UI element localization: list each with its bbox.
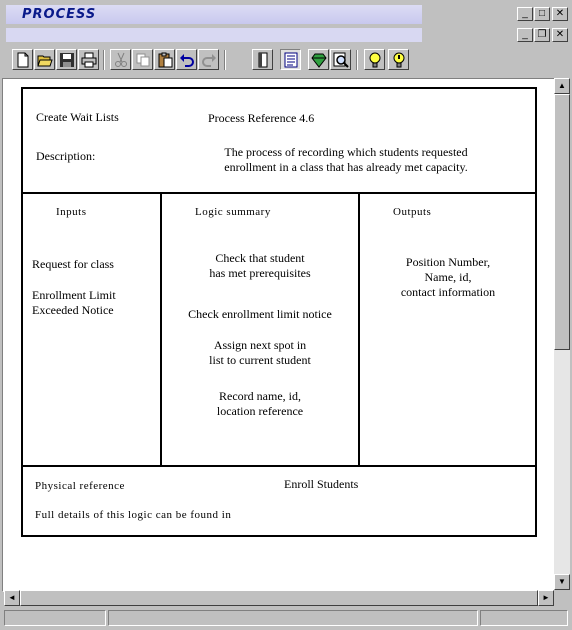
undo-arrow-icon — [179, 52, 195, 68]
open-folder-button[interactable] — [34, 49, 55, 70]
menu-row — [2, 26, 570, 44]
minimize-button[interactable]: _ — [517, 7, 533, 21]
new-page-icon — [15, 52, 31, 68]
title-bar[interactable] — [2, 2, 570, 26]
status-pane — [480, 610, 568, 626]
redo-button[interactable] — [198, 49, 219, 70]
logic-step: location reference — [216, 404, 304, 418]
process-name: Create Wait Lists — [36, 110, 119, 124]
toolbar-separator — [103, 50, 105, 70]
window-title: PROCESS — [22, 7, 97, 22]
page-view-button[interactable] — [280, 49, 301, 70]
floppy-disk-icon — [59, 52, 75, 68]
outputs-heading: Outputs — [393, 206, 432, 218]
logic-step: list to current student — [209, 353, 311, 367]
title-caption[interactable] — [6, 5, 422, 24]
tip-button[interactable] — [364, 49, 385, 70]
physical-reference-value: Enroll Students — [284, 477, 359, 491]
close-button[interactable]: ✕ — [552, 7, 568, 21]
scroll-down-button[interactable]: ▼ — [554, 574, 570, 590]
output-item: contact information — [400, 285, 496, 299]
child-restore-button[interactable]: ❐ — [534, 28, 550, 42]
cut-button[interactable] — [110, 49, 131, 70]
redo-arrow-icon — [201, 52, 217, 68]
printer-icon — [81, 52, 97, 68]
child-caption — [6, 28, 422, 42]
maximize-button[interactable]: □ — [534, 7, 550, 21]
clipboard-icon — [157, 52, 173, 68]
gem-icon — [311, 52, 327, 68]
description-label: Description: — [36, 149, 96, 163]
status-pane — [4, 610, 106, 626]
paste-button[interactable] — [154, 49, 175, 70]
divider — [23, 192, 535, 194]
copy-icon — [135, 52, 151, 68]
horizontal-scroll-thumb[interactable] — [20, 590, 538, 606]
status-bar — [2, 608, 570, 628]
vertical-scrollbar[interactable] — [554, 78, 570, 590]
copy-button[interactable] — [132, 49, 153, 70]
details-note: Full details of this logic can be found in — [35, 509, 232, 521]
zoom-button[interactable] — [330, 49, 351, 70]
divider — [23, 465, 535, 467]
vertical-scroll-thumb[interactable] — [554, 94, 570, 350]
logic-step: Assign next spot in — [213, 338, 307, 352]
physical-reference-label: Physical reference — [35, 480, 125, 492]
input-item: Exceeded Notice — [32, 303, 114, 317]
process-reference: Process Reference 4.6 — [208, 111, 315, 125]
description-line-2: enrollment in a class that has already met capacity. — [224, 160, 468, 174]
child-close-button[interactable]: ✕ — [552, 28, 568, 42]
column-divider — [358, 193, 360, 465]
process-form — [21, 87, 537, 537]
status-pane — [108, 610, 478, 626]
inputs-heading: Inputs — [56, 206, 87, 218]
output-item: Position Number, — [405, 255, 491, 269]
scissors-icon — [113, 52, 129, 68]
toolbar-separator — [356, 50, 358, 70]
magnifier-icon — [333, 52, 349, 68]
logic-heading: Logic summary — [195, 206, 271, 218]
scroll-up-button[interactable]: ▲ — [554, 78, 570, 94]
lightbulb-exclamation-icon — [391, 52, 407, 68]
input-item: Enrollment Limit — [32, 288, 116, 302]
lightbulb-icon — [367, 52, 383, 68]
page-lines-icon — [283, 52, 299, 68]
gem-button[interactable] — [308, 49, 329, 70]
toolbar — [4, 46, 568, 74]
logic-step: Check that student — [215, 251, 305, 265]
logic-step: has met prerequisites — [209, 266, 311, 280]
hint-button[interactable] — [388, 49, 409, 70]
scroll-corner — [554, 590, 570, 606]
output-item: Name, id, — [424, 270, 472, 284]
child-minimize-button[interactable]: _ — [517, 28, 533, 42]
save-button[interactable] — [56, 49, 77, 70]
description-line-1: The process of recording which students requested — [224, 145, 468, 159]
book-button[interactable] — [252, 49, 273, 70]
logic-step: Check enrollment limit notice — [188, 307, 332, 321]
toolbar-separator — [224, 50, 226, 70]
folder-open-icon — [37, 52, 53, 68]
undo-button[interactable] — [176, 49, 197, 70]
input-item: Request for class — [32, 257, 114, 271]
logic-step: Record name, id, — [219, 389, 301, 403]
column-divider — [160, 193, 162, 465]
document-viewport[interactable] — [2, 78, 556, 592]
new-document-button[interactable] — [12, 49, 33, 70]
print-button[interactable] — [78, 49, 99, 70]
scroll-right-button[interactable]: ► — [538, 590, 554, 606]
horizontal-scrollbar[interactable] — [4, 590, 554, 606]
book-icon — [255, 52, 271, 68]
scroll-left-button[interactable]: ◄ — [4, 590, 20, 606]
